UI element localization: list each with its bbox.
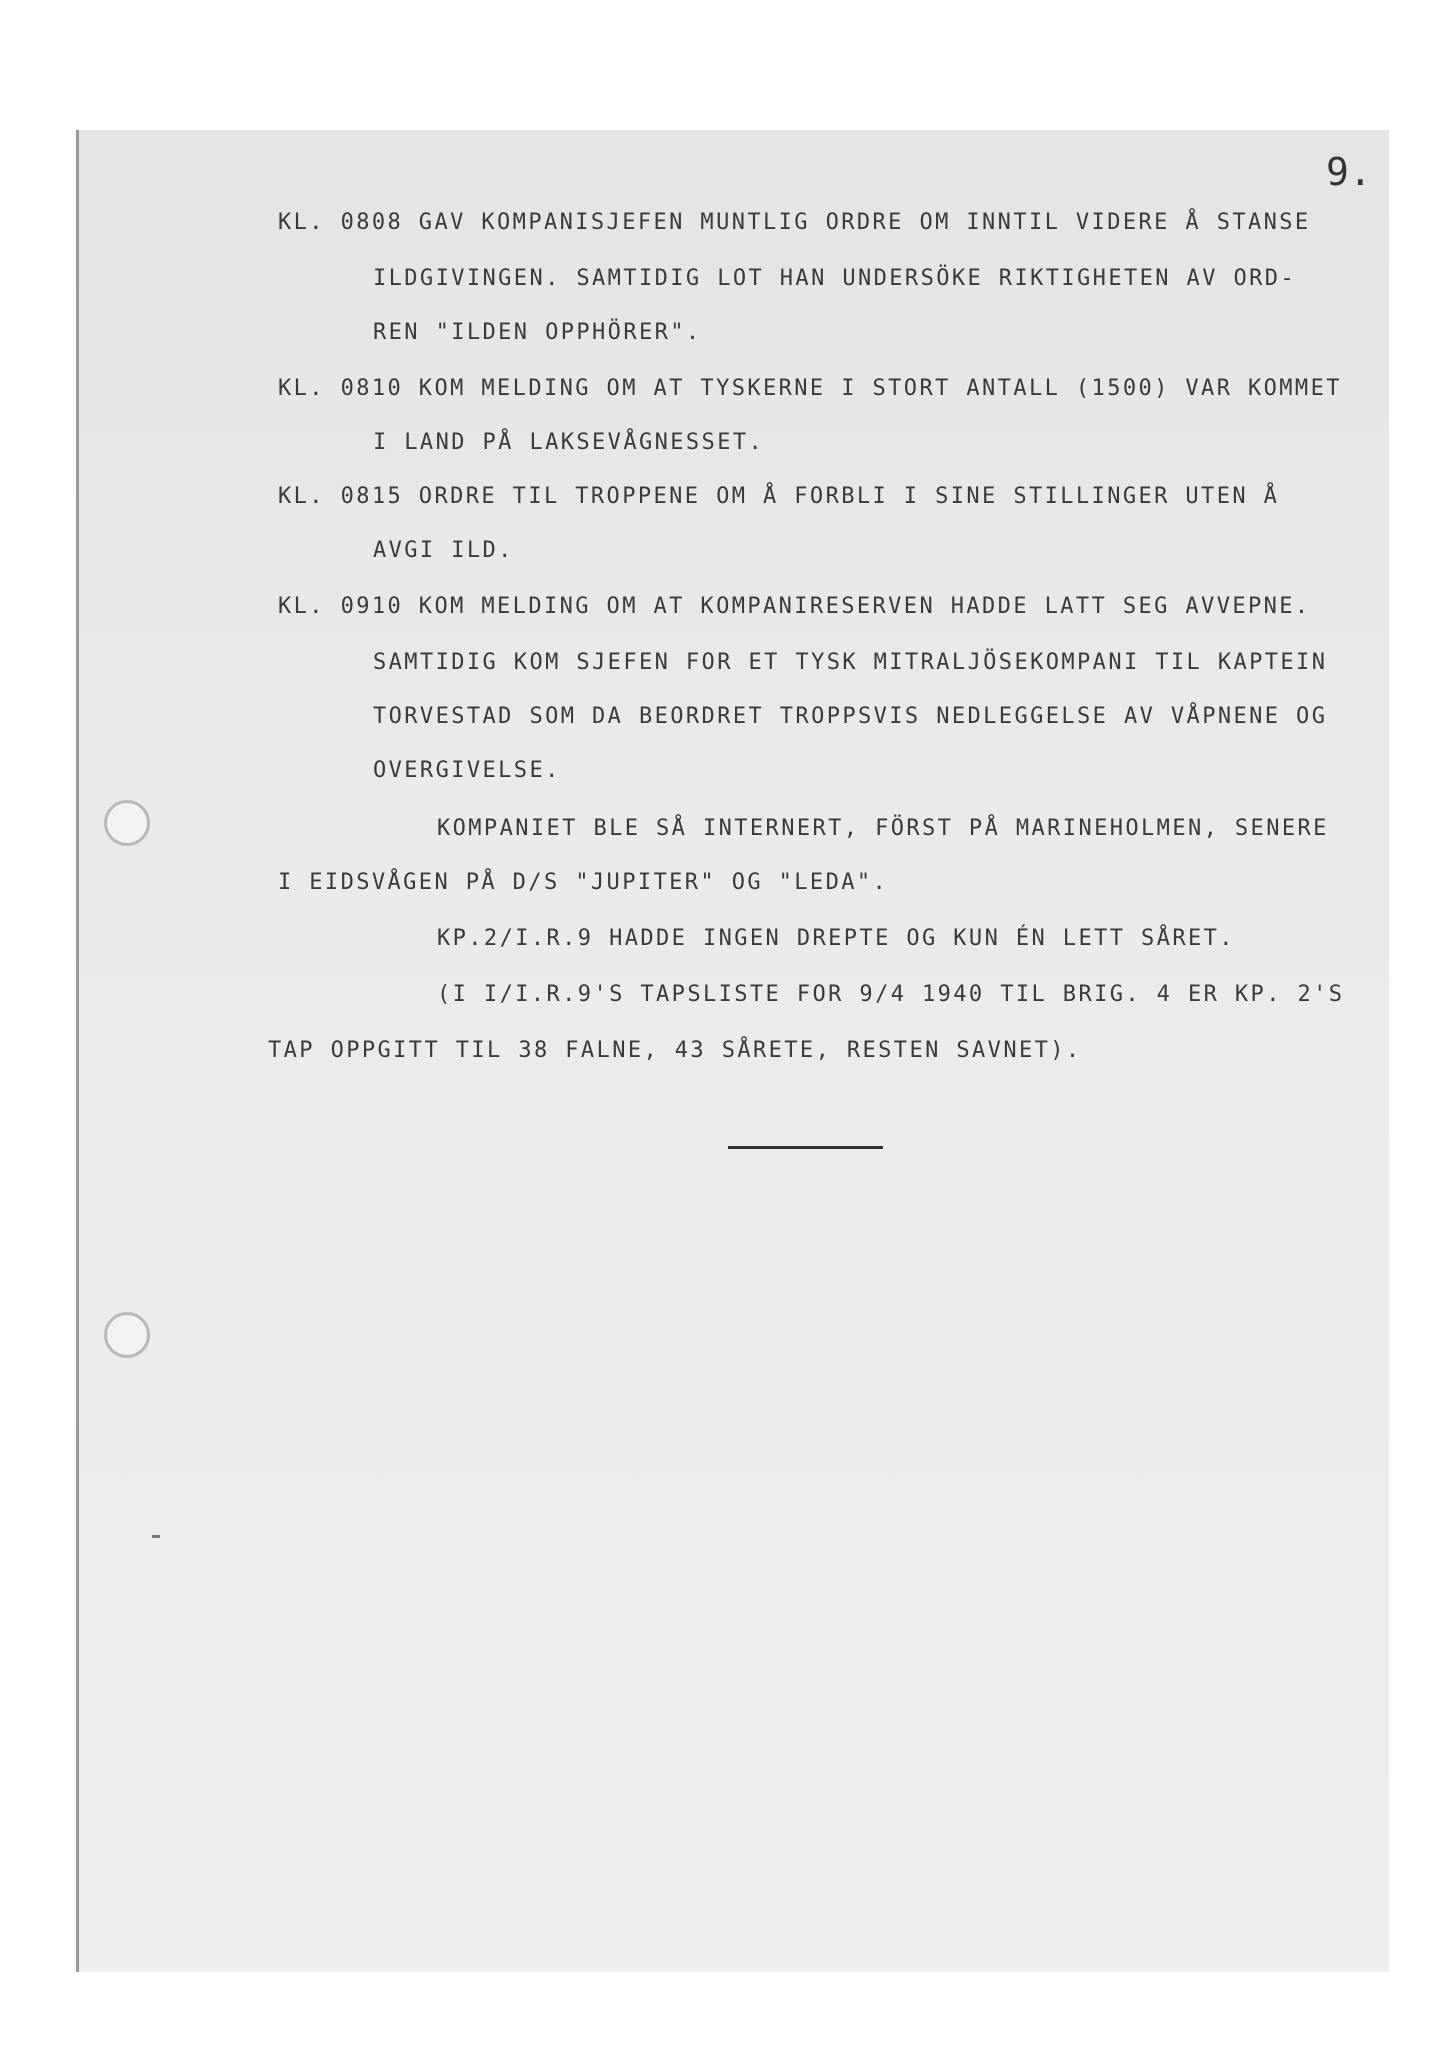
text-line: I LAND PÅ LAKSEVÅGNESSET. <box>373 430 765 455</box>
text-line: AVGI ILD. <box>373 538 514 563</box>
text-line: KL. 0815 ORDRE TIL TROPPENE OM Å FORBLI I SINE STILLINGER UTEN Å <box>278 484 1280 509</box>
text-line: TAP OPPGITT TIL 38 FALNE, 43 SÅRETE, RESTEN SAVNET). <box>268 1038 1082 1063</box>
text-line: KOMPANIET BLE SÅ INTERNERT, FÖRST PÅ MARINEHOLMEN, SENERE <box>437 816 1329 841</box>
text-line: SAMTIDIG KOM SJEFEN FOR ET TYSK MITRALJÖSEKOMPANI TIL KAPTEIN <box>373 650 1328 675</box>
text-line: I EIDSVÅGEN PÅ D/S "JUPITER" OG "LEDA". <box>278 870 889 895</box>
text-line: (I I/I.R.9'S TAPSLISTE FOR 9/4 1940 TIL BRIG. 4 ER KP. 2'S <box>437 982 1345 1007</box>
text-line: KL. 0810 KOM MELDING OM AT TYSKERNE I STORT ANTALL (1500) VAR KOMMET <box>278 376 1342 401</box>
text-line: KL. 0910 KOM MELDING OM AT KOMPANIRESERVEN HADDE LATT SEG AVVEPNE. <box>278 594 1311 619</box>
text-line: KL. 0808 GAV KOMPANISJEFEN MUNTLIG ORDRE OM INNTIL VIDERE Å STANSE <box>278 210 1311 235</box>
punch-hole <box>104 800 150 846</box>
text-line: TORVESTAD SOM DA BEORDRET TROPPSVIS NEDLEGGELSE AV VÅPNENE OG <box>373 704 1328 729</box>
text-line: REN "ILDEN OPPHÖRER". <box>373 320 702 345</box>
text-line: ILDGIVINGEN. SAMTIDIG LOT HAN UNDERSÖKE RIKTIGHETEN AV ORD- <box>373 266 1297 291</box>
scan-speck <box>152 1535 160 1538</box>
text-line: OVERGIVELSE. <box>373 758 561 783</box>
punch-hole <box>104 1312 150 1358</box>
page-number: 9. <box>1326 150 1372 194</box>
text-line: KP.2/I.R.9 HADDE INGEN DREPTE OG KUN ÉN LETT SÅRET. <box>437 926 1235 951</box>
end-rule <box>728 1146 883 1149</box>
